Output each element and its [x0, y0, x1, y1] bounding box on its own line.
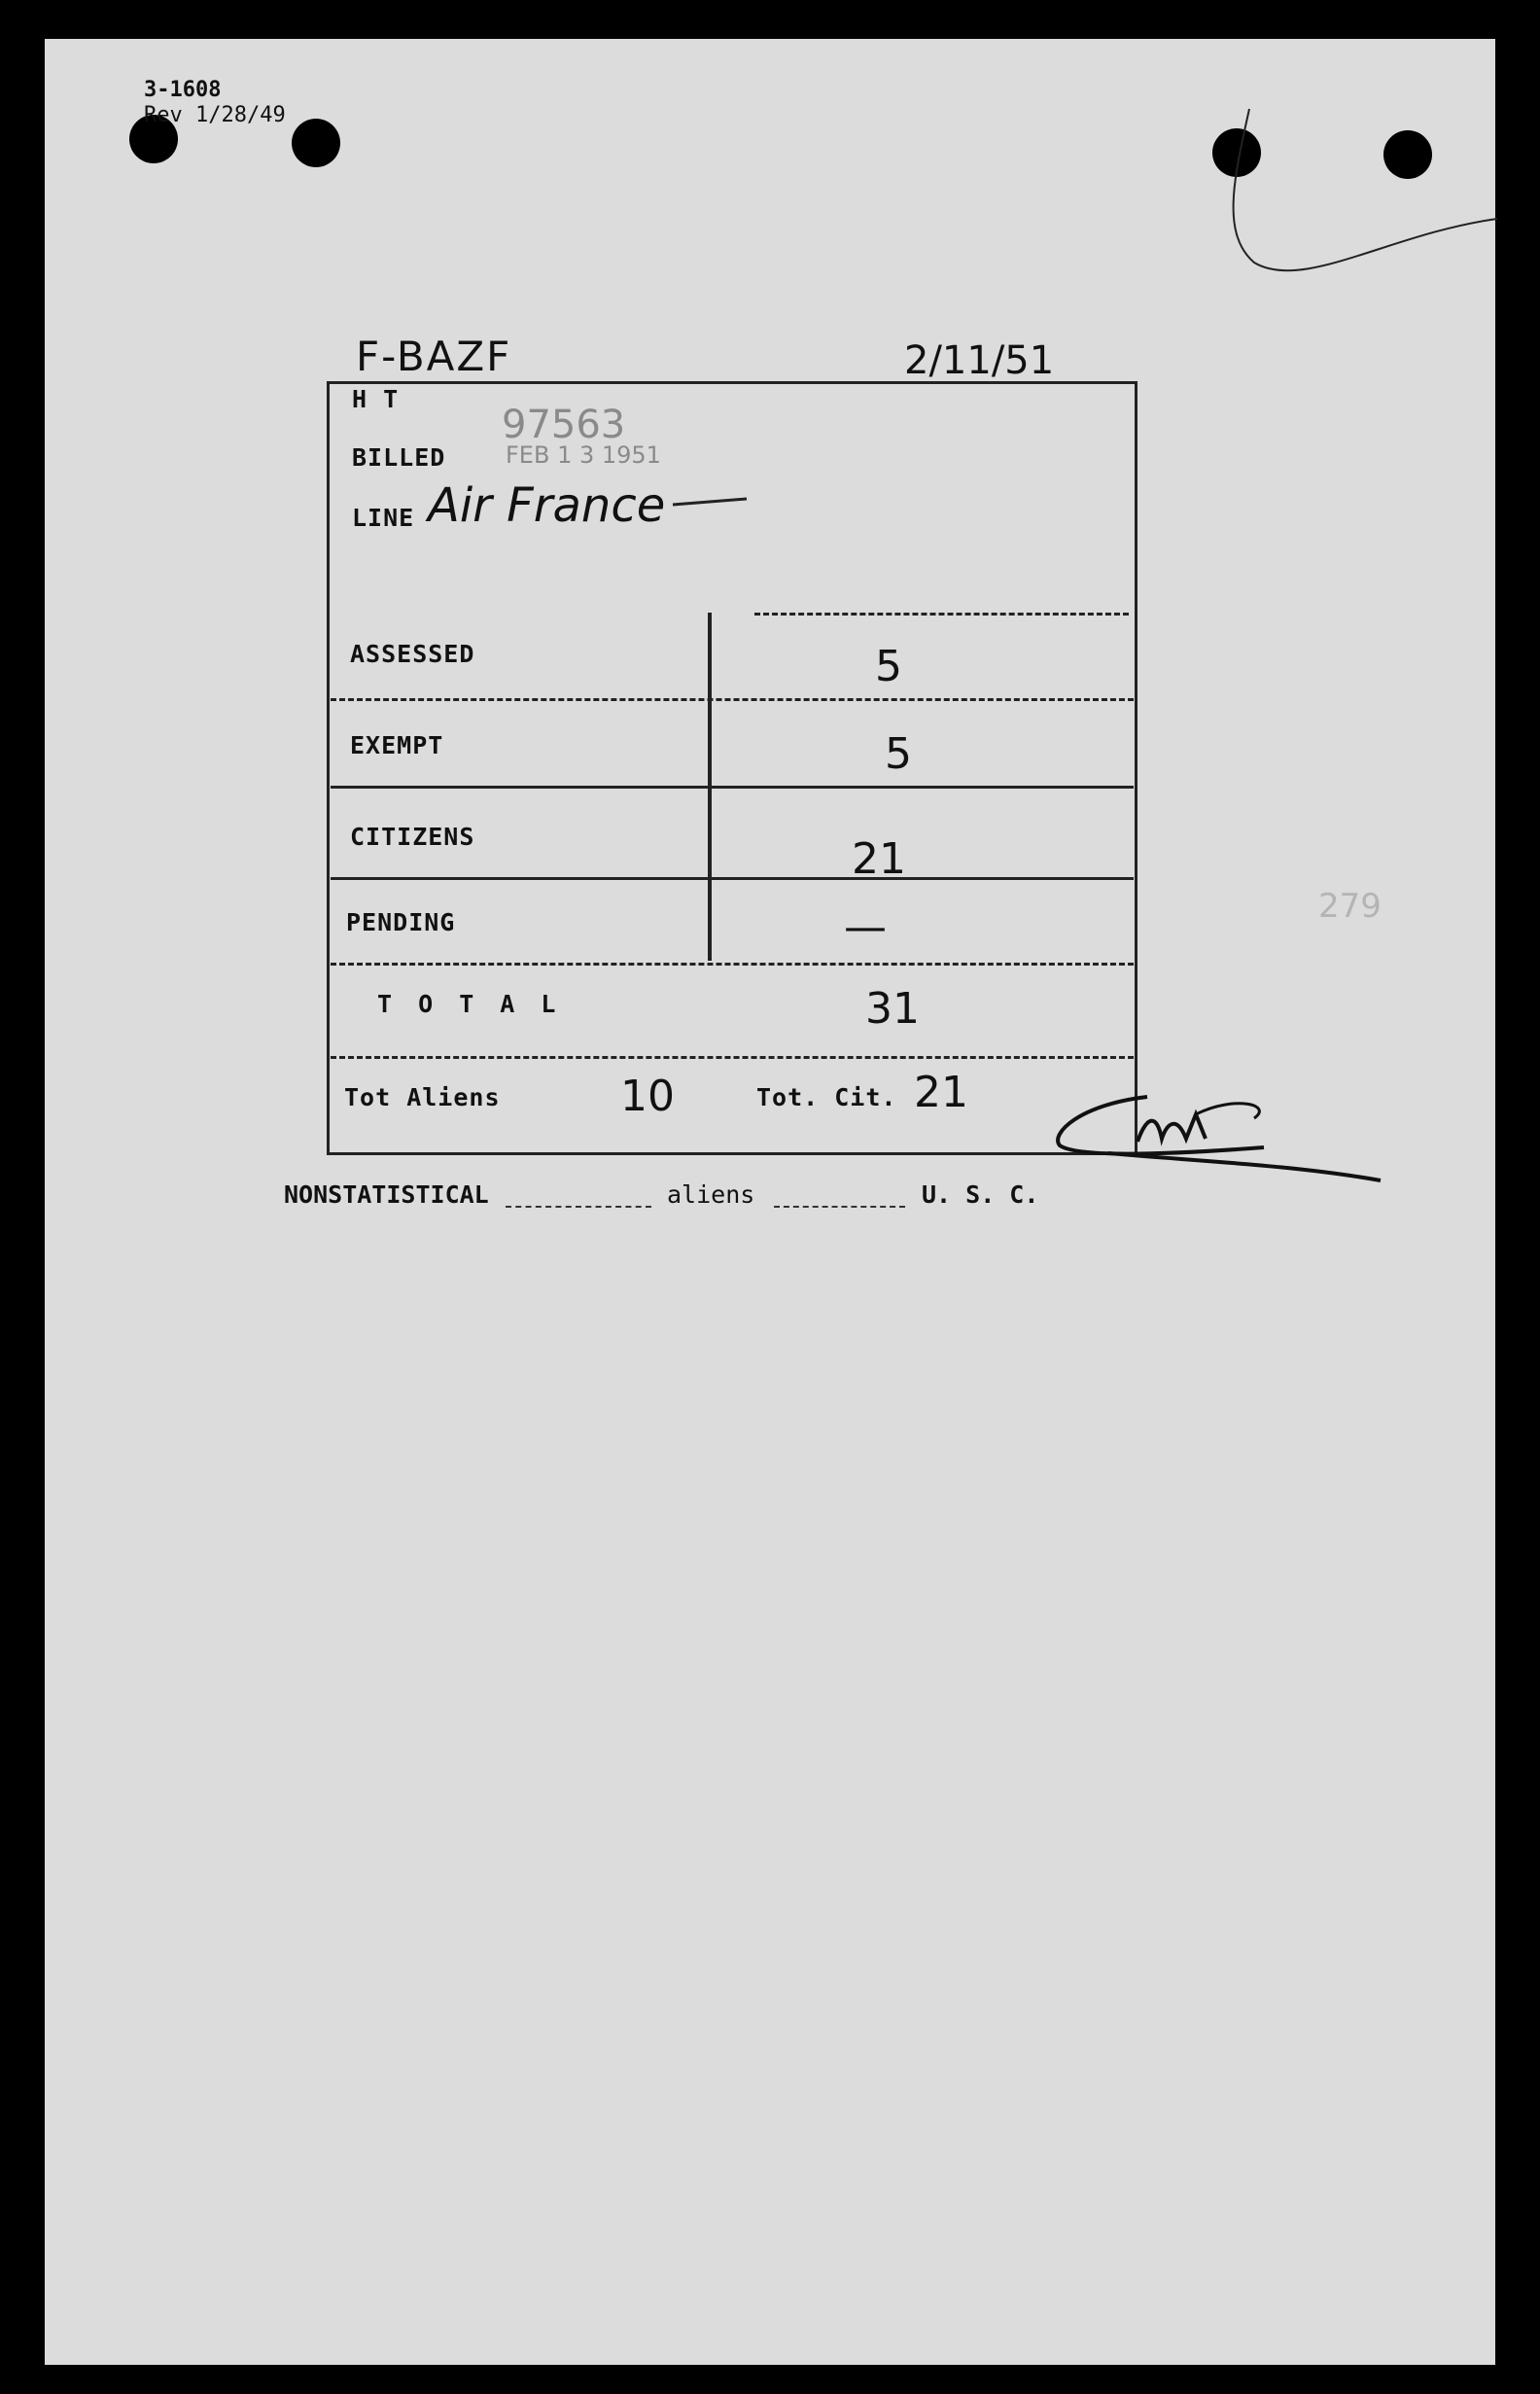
column-divider: [708, 613, 712, 961]
billed-label: BILLED: [352, 443, 446, 472]
aliens-label: aliens: [667, 1180, 755, 1209]
airline-name: Air France: [428, 478, 666, 533]
pen-stroke: [1215, 97, 1507, 340]
form-number: 3-1608: [144, 78, 222, 102]
usc-label: U. S. C.: [922, 1180, 1039, 1209]
divider: [331, 877, 1134, 880]
flight-number: F-BAZF: [356, 333, 512, 380]
row-label-assessed: ASSESSED: [350, 640, 475, 668]
row-value-exempt: 5: [885, 729, 912, 779]
ht-label: H T: [352, 385, 400, 413]
row-value-pending: —: [844, 902, 887, 952]
punch-hole: [292, 119, 340, 167]
tot-aliens-label: Tot Aliens: [344, 1083, 501, 1111]
tot-cit-value: 21: [914, 1068, 968, 1117]
row-value-citizens: 21: [852, 834, 906, 884]
revision-date: Rev 1/28/49: [144, 103, 286, 127]
aliens-blank: [774, 1206, 905, 1208]
nonstatistical-label: NONSTATISTICAL: [284, 1180, 489, 1209]
divider: [331, 698, 1134, 701]
line-label: LINE: [352, 504, 415, 532]
form-date: 2/11/51: [904, 338, 1055, 383]
row-label-citizens: CITIZENS: [350, 823, 475, 851]
nonstatistical-blank: [506, 1206, 651, 1208]
divider: [331, 963, 1134, 966]
signature: [1040, 1085, 1390, 1202]
divider: [331, 786, 1134, 789]
row-label-exempt: EXEMPT: [350, 731, 444, 759]
row-label-pending: PENDING: [346, 908, 456, 936]
row-value-assessed: 5: [875, 642, 902, 691]
page-number: 279: [1318, 887, 1382, 926]
tot-cit-label: Tot. Cit.: [756, 1083, 897, 1111]
total-value: 31: [865, 984, 920, 1034]
underline-stroke: [671, 491, 749, 510]
billed-date-stamp: FEB 1 3 1951: [506, 441, 661, 469]
divider: [331, 1056, 1134, 1059]
total-label: T O T A L: [377, 990, 562, 1018]
divider: [754, 613, 1129, 616]
billed-number-stamp: 97563: [502, 403, 626, 447]
tot-aliens-value: 10: [620, 1072, 675, 1121]
